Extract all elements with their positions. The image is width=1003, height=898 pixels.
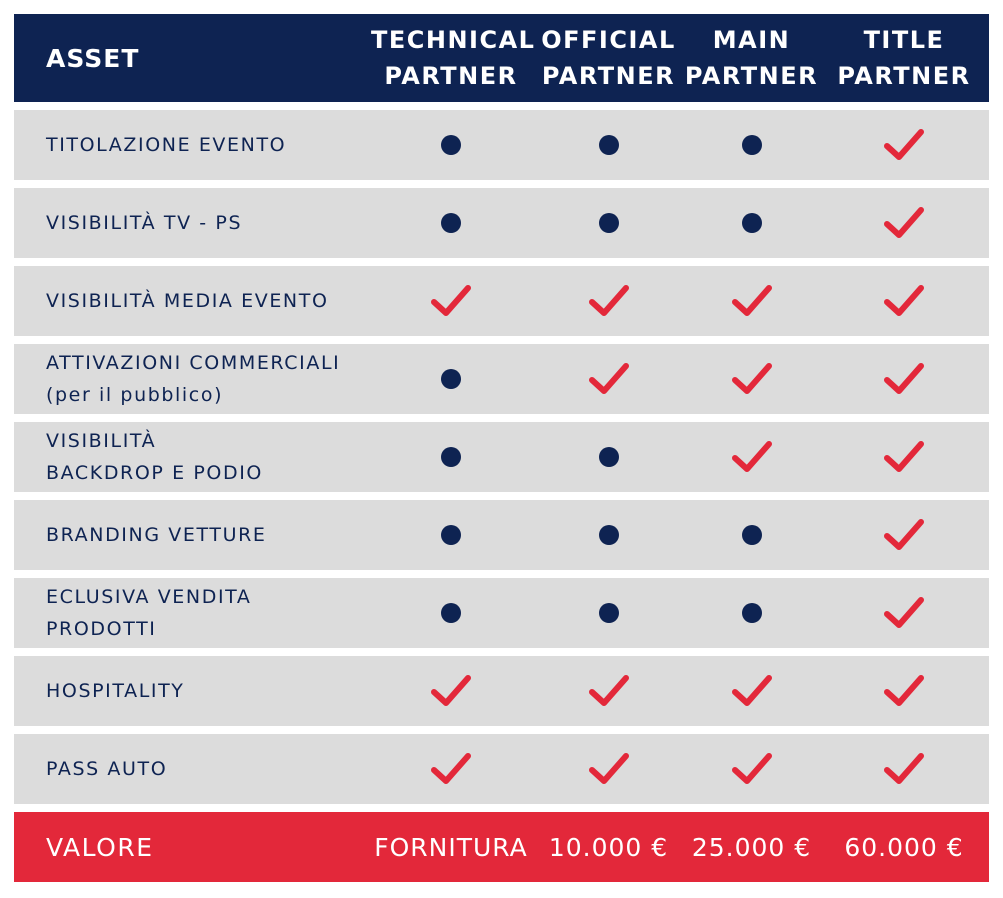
official-partner-cell (536, 110, 681, 180)
dot-icon (441, 525, 461, 545)
table-row (14, 344, 989, 414)
main-partner-cell (679, 734, 824, 804)
value-row (14, 812, 989, 882)
row-label-line: HOSPITALITY (46, 680, 185, 702)
table-row (14, 266, 989, 336)
technical-partner-cell (371, 578, 531, 648)
check-icon (883, 284, 925, 318)
dot-icon (441, 447, 461, 467)
header-line: TITLE (863, 26, 945, 54)
main-partner-cell (679, 188, 824, 258)
table-row (14, 500, 989, 570)
main-partner-value: 25.000 € (691, 832, 812, 862)
check-icon (731, 674, 773, 708)
title-partner-cell (824, 110, 984, 180)
table-row (14, 578, 989, 648)
check-icon (883, 596, 925, 630)
value-label: VALORE (46, 832, 154, 862)
check-icon (731, 362, 773, 396)
title-partner-cell (824, 656, 984, 726)
row-label-line: ATTIVAZIONI COMMERCIALI (46, 352, 341, 374)
table-row (14, 110, 989, 180)
dot-icon (599, 447, 619, 467)
check-icon (588, 674, 630, 708)
check-icon (883, 128, 925, 162)
technical-partner-cell (371, 110, 531, 180)
row-label (14, 581, 354, 645)
official-partner-cell (536, 344, 681, 414)
row-label (14, 207, 354, 239)
official-partner-cell (536, 500, 681, 570)
dot-icon (441, 603, 461, 623)
check-icon (588, 284, 630, 318)
row-label (14, 519, 354, 551)
technical-partner-cell (371, 500, 531, 570)
check-icon (883, 206, 925, 240)
check-icon (430, 284, 472, 318)
dot-icon (742, 603, 762, 623)
row-label-line: VISIBILITÀ (46, 430, 157, 452)
table-header (14, 14, 989, 102)
technical-partner-cell (371, 266, 531, 336)
check-icon (883, 518, 925, 552)
technical-partner-cell (371, 734, 531, 804)
technical-partner-cell (371, 422, 531, 492)
row-label (14, 285, 354, 317)
check-icon (588, 752, 630, 786)
technical-partner-value: FORNITURA (374, 832, 528, 862)
official-partner-cell (536, 734, 681, 804)
dot-icon (742, 525, 762, 545)
header-line: PARTNER (837, 62, 971, 90)
partner-table (14, 14, 989, 882)
title-partner-cell (824, 500, 984, 570)
dot-icon (599, 603, 619, 623)
technical-partner-cell (371, 344, 531, 414)
dot-icon (441, 369, 461, 389)
row-label-line: (per il pubblico) (46, 384, 224, 406)
table-row (14, 734, 989, 804)
title-partner-cell (824, 578, 984, 648)
main-partner-cell (679, 266, 824, 336)
table-body (14, 110, 989, 804)
check-icon (731, 440, 773, 474)
row-label-line: VISIBILITÀ MEDIA EVENTO (46, 290, 329, 312)
row-label (14, 347, 354, 411)
row-label-line: VISIBILITÀ TV - PS (46, 212, 243, 234)
official-partner-cell (536, 266, 681, 336)
official-partner-cell (536, 656, 681, 726)
asset-header: ASSET (46, 43, 140, 73)
row-label (14, 425, 354, 489)
official-partner-header (536, 22, 681, 94)
check-icon (883, 752, 925, 786)
row-label (14, 675, 354, 707)
check-icon (883, 674, 925, 708)
header-line: PARTNER (684, 62, 819, 90)
check-icon (731, 284, 773, 318)
check-icon (883, 362, 925, 396)
header-line: TECHNICAL (371, 26, 536, 54)
main-partner-cell (679, 422, 824, 492)
technical-partner-header (371, 22, 536, 94)
header-line: MAIN (712, 26, 791, 54)
row-label (14, 129, 354, 161)
check-icon (883, 440, 925, 474)
main-partner-cell (679, 500, 824, 570)
title-partner-cell (824, 266, 984, 336)
dot-icon (599, 525, 619, 545)
table-row (14, 656, 989, 726)
official-partner-value: 10.000 € (548, 832, 669, 862)
dot-icon (441, 213, 461, 233)
official-partner-cell (536, 578, 681, 648)
dot-icon (599, 213, 619, 233)
dot-icon (742, 213, 762, 233)
title-partner-cell (824, 422, 984, 492)
technical-partner-cell (371, 656, 531, 726)
title-partner-cell (824, 188, 984, 258)
table-row (14, 188, 989, 258)
check-icon (430, 674, 472, 708)
dot-icon (441, 135, 461, 155)
dot-icon (742, 135, 762, 155)
table-row (14, 422, 989, 492)
official-partner-cell (536, 422, 681, 492)
technical-partner-cell (371, 188, 531, 258)
header-line: OFFICIAL (541, 26, 676, 54)
title-partner-cell (824, 734, 984, 804)
check-icon (588, 362, 630, 396)
check-icon (731, 752, 773, 786)
row-label-line: PASS AUTO (46, 758, 168, 780)
row-label-line: ECLUSIVA VENDITA PRODOTTI (46, 586, 252, 640)
main-partner-header (679, 22, 824, 94)
main-partner-cell (679, 344, 824, 414)
main-partner-cell (679, 656, 824, 726)
row-label-line: BRANDING VETTURE (46, 524, 267, 546)
title-partner-value: 60.000 € (844, 832, 964, 862)
check-icon (430, 752, 472, 786)
row-label-line: TITOLAZIONE EVENTO (46, 134, 287, 156)
dot-icon (599, 135, 619, 155)
header-line: PARTNER (541, 62, 676, 90)
title-partner-header (824, 22, 984, 94)
title-partner-cell (824, 344, 984, 414)
row-label (14, 753, 354, 785)
main-partner-cell (679, 578, 824, 648)
main-partner-cell (679, 110, 824, 180)
row-label-line: BACKDROP E PODIO (46, 462, 263, 484)
header-line: PARTNER (384, 62, 518, 90)
official-partner-cell (536, 188, 681, 258)
